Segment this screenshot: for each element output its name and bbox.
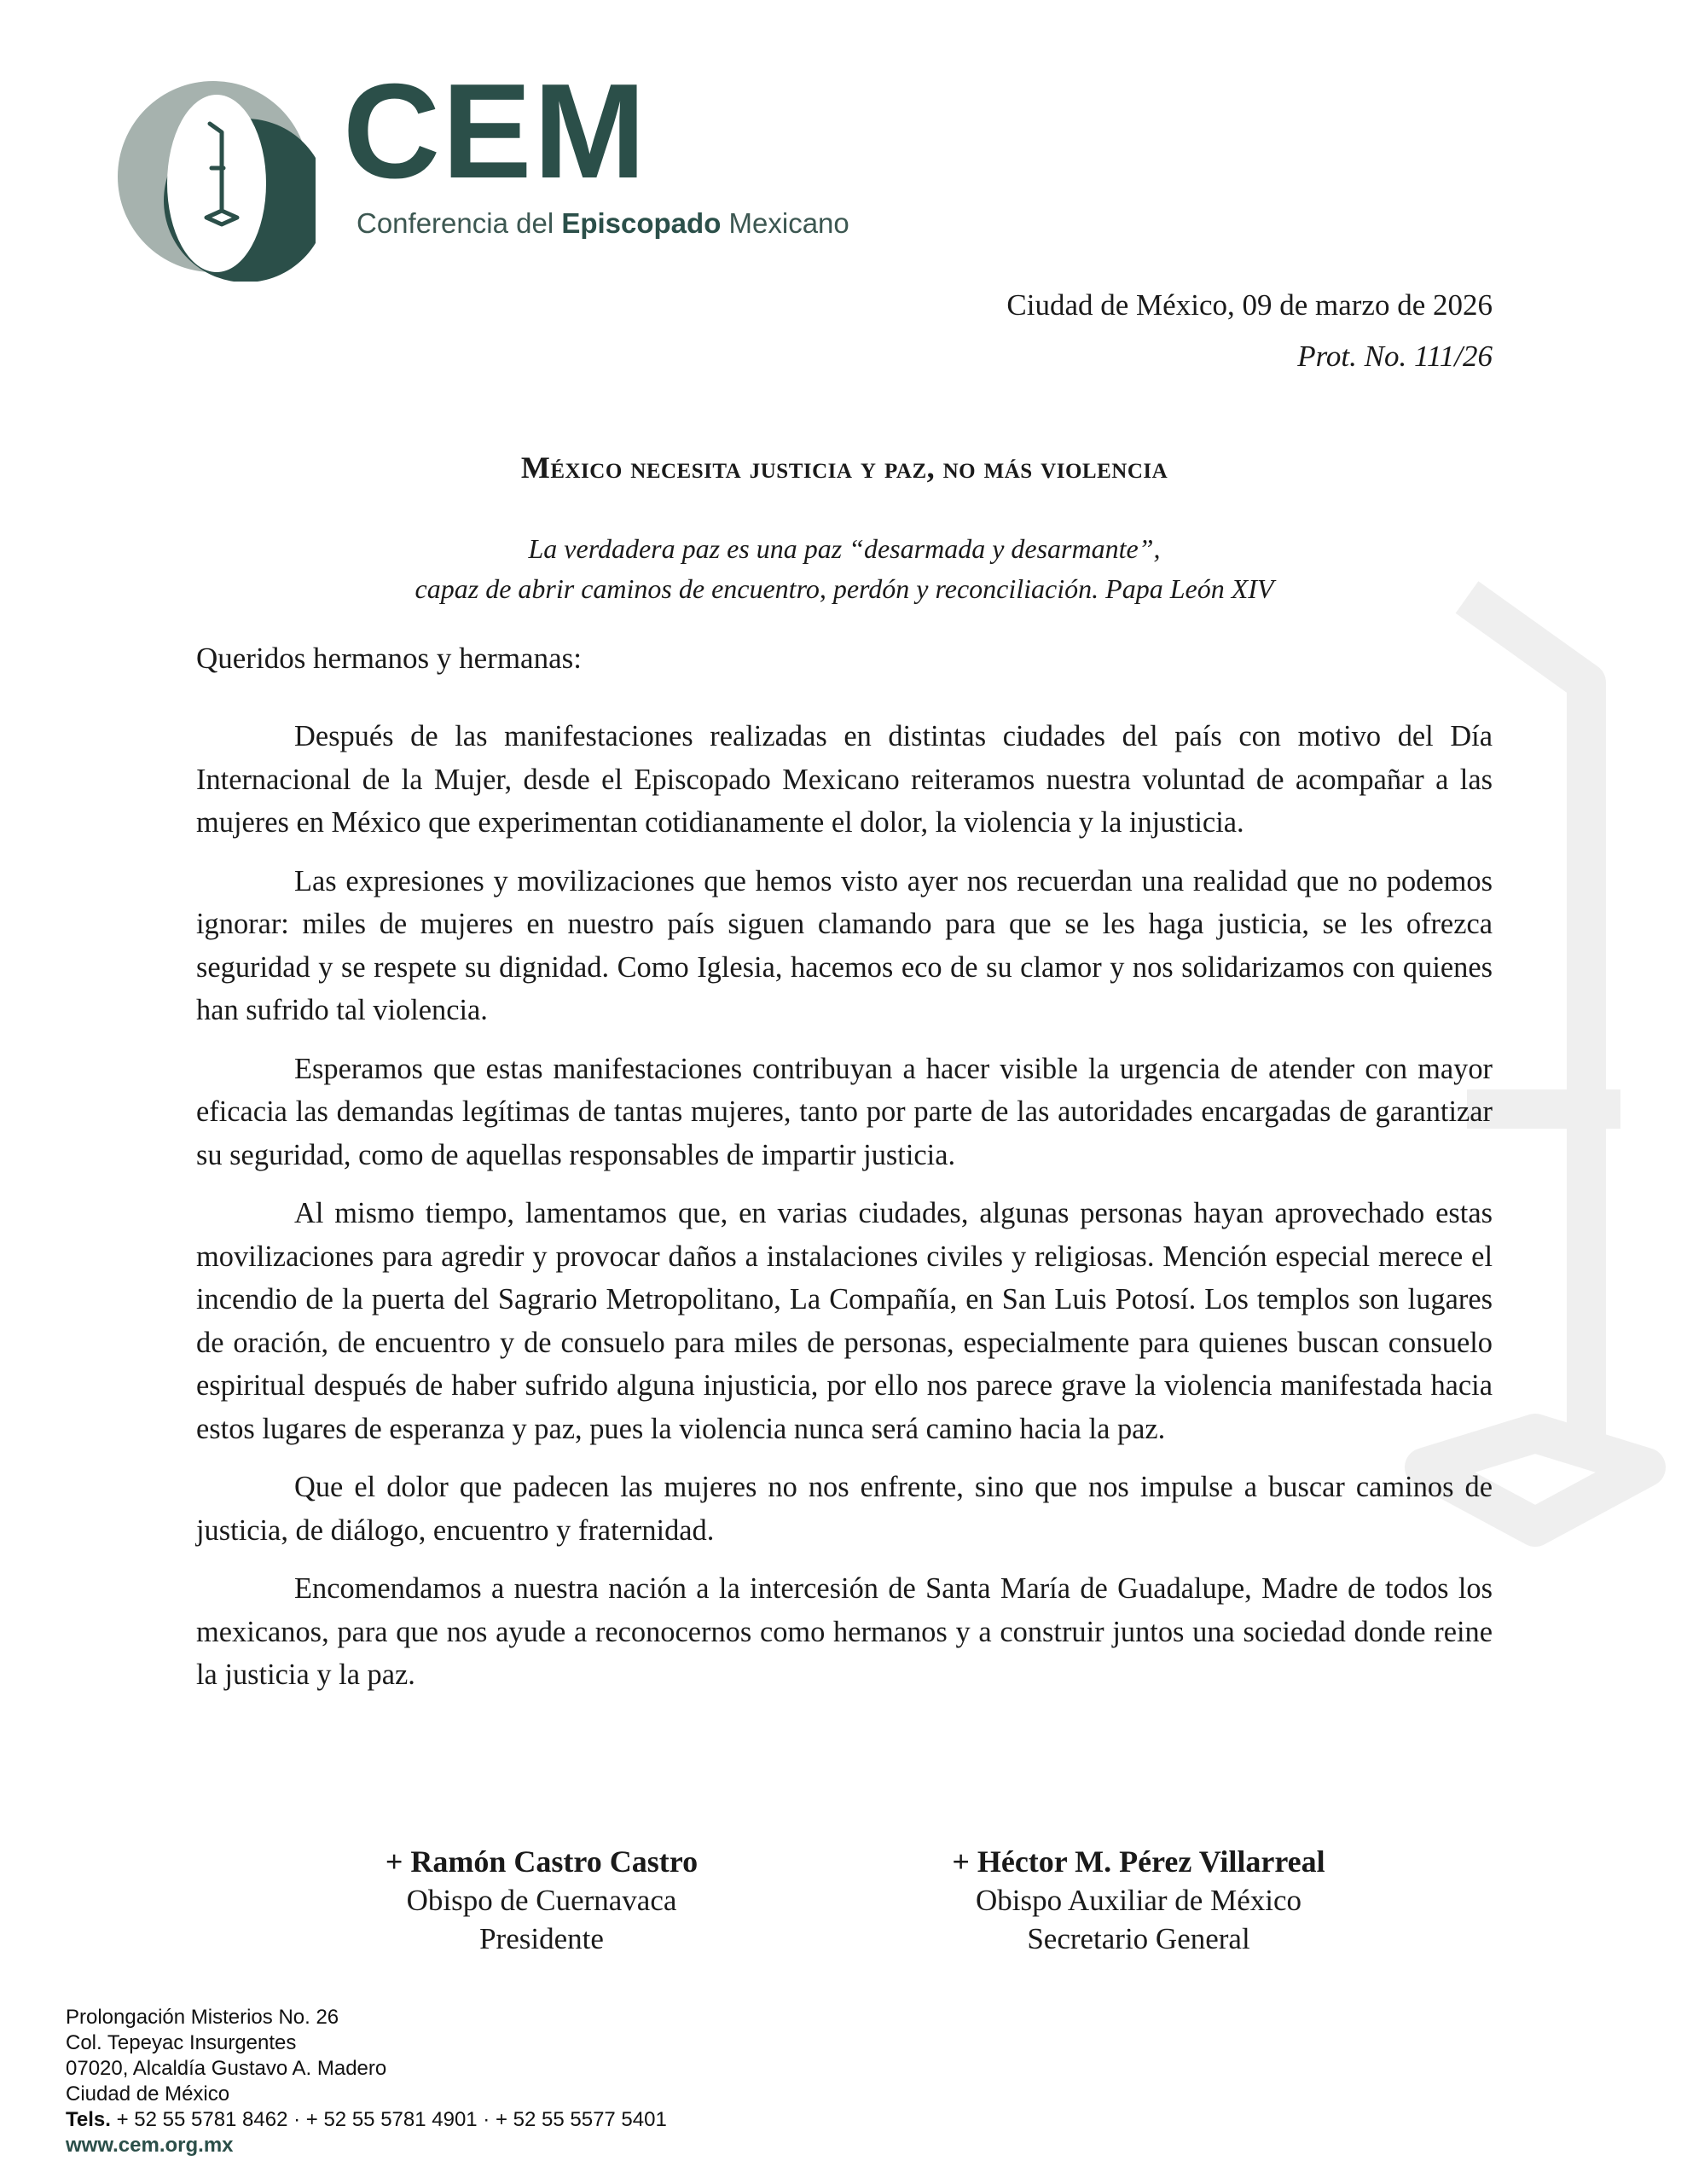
document-title: México necesita justicia y paz, no más violencia	[520, 450, 1168, 485]
logo-wordmark: CEM	[343, 56, 648, 206]
paragraph: Después de las manifestaciones realizadas en distintas ciudades del país con motivo del Día Internacional de la Mujer, desde el Episcopado Mexicano reiteramos nuestra voluntad de acompañar a las mujeres en México que experimentan cotidianamente el dolor, la violencia y la injusticia.	[196, 720, 1493, 839]
paragraph: Las expresiones y movilizaciones que hemos visto ayer nos recuerdan una realidad que no podemos ignorar: miles de mujeres en nuestro país siguen clamando para que se les haga justicia, se les ofrezca seguridad y se respete su dignidad. Como Iglesia, hacemos eco de su clamor y nos solidarizamos con quienes han sufrido tal violencia.	[196, 864, 1493, 1026]
signer-title: Presidente	[479, 1922, 604, 1955]
website-link[interactable]: www.cem.org.mx	[66, 2134, 234, 2157]
greeting: Queridos hermanos y hermanas:	[196, 642, 582, 675]
signer-role: Obispo Auxiliar de México	[975, 1884, 1302, 1917]
place-date: Ciudad de México, 09 de marzo de 2026	[1006, 288, 1493, 322]
paragraph: Que el dolor que padecen las mujeres no nos enfrente, sino que nos impulse a buscar caminos de justicia, de diálogo, encuentro y fraternidad.	[196, 1471, 1493, 1547]
address-line: Prolongación Misterios No. 26	[66, 2006, 339, 2029]
signature-secretary	[874, 1843, 1403, 1958]
epigraph-line-1: La verdadera paz es una paz “desarmada y desarmante”,	[528, 533, 1161, 564]
signer-role: Obispo de Cuernavaca	[406, 1884, 677, 1917]
dateline	[1006, 280, 1493, 382]
cem-emblem-icon	[111, 73, 316, 282]
epigraph	[196, 529, 1493, 609]
address-line: Ciudad de México	[66, 2082, 230, 2106]
address-line: 07020, Alcaldía Gustavo A. Madero	[66, 2057, 387, 2080]
protocol-number: Prot. No. 111/26	[1297, 340, 1493, 373]
epigraph-line-2: capaz de abrir caminos de encuentro, perdón y reconciliación. Papa León XIV	[415, 573, 1274, 604]
paragraph: Esperamos que estas manifestaciones contribuyan a hacer visible la urgencia de atender con mayor eficacia las demandas legítimas de tantas mujeres, tanto por parte de las autoridades encargadas de garantizar su seguridad, como de aquellas responsables de impartir justicia.	[196, 1052, 1493, 1171]
signer-name: + Héctor M. Pérez Villarreal	[952, 1844, 1325, 1879]
signer-name: + Ramón Castro Castro	[385, 1844, 699, 1879]
cem-logo	[111, 56, 878, 286]
paragraph: Encomendamos a nuestra nación a la intercesión de Santa María de Guadalupe, Madre de todos los mexicanos, para que nos ayude a reconocernos como hermanos y a construir juntos una sociedad donde reine la justicia y la paz.	[196, 1572, 1493, 1691]
paragraph: Al mismo tiempo, lamentamos que, en varias ciudades, algunas personas hayan aprovechado estas movilizaciones para agredir y provocar daños a instalaciones civiles y religiosas. Mención especial merece el incendio de la puerta del Sagrario Metropolitano, La Compañía, en San Luis Potosí. Los templos son lugares de oración, de encuentro y de consuelo para miles de personas, especialmente para quienes buscan consuelo espiritual después de haber sufrido alguna injusticia, por ello nos parece grave la violencia manifestada hacia estos lugares de esperanza y paz, pues la violencia nunca será camino hacia la paz.	[196, 1197, 1493, 1445]
footer-address	[66, 2005, 667, 2158]
phone-line: Tels. + 52 55 5781 8462 · + 52 55 5781 4901 · + 52 55 5577 5401	[66, 2108, 667, 2131]
logo-subtitle: Conferencia del Episcopado Mexicano	[357, 207, 849, 239]
signer-title: Secretario General	[1027, 1922, 1250, 1955]
signature-president	[277, 1843, 806, 1958]
address-line: Col. Tepeyac Insurgentes	[66, 2031, 297, 2054]
letter-body	[196, 715, 1493, 1712]
